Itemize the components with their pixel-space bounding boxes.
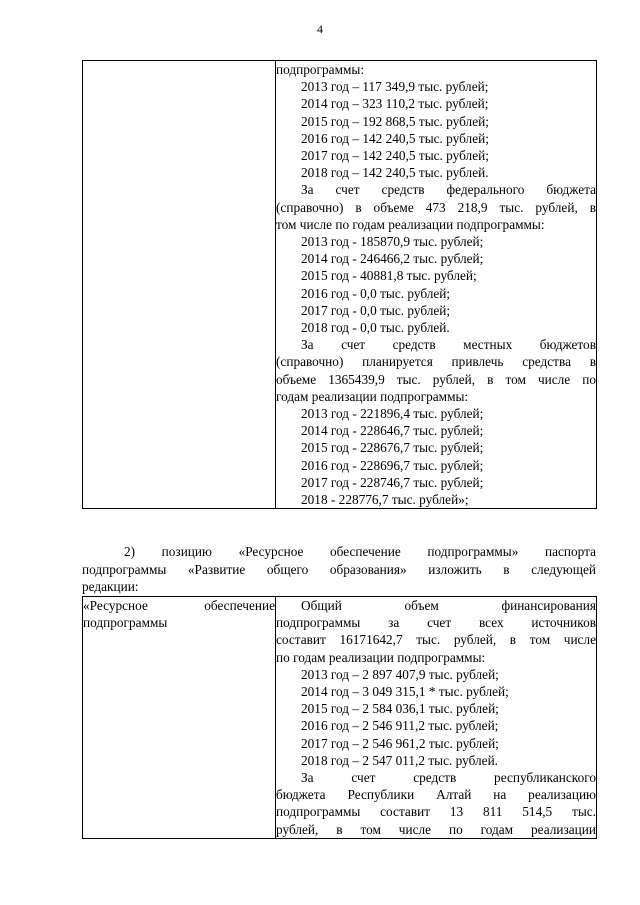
amendment-paragraph [82, 543, 596, 596]
text-line: составит 16171642,7 тыс. рублей, в том числе [276, 632, 596, 648]
text-line: 2014 год - 228646,7 тыс. рублей; [301, 423, 484, 439]
text-line: объеме 1365439,9 тыс. рублей, в том числе по [276, 371, 596, 387]
text-line: 2013 год – 2 897 407,9 тыс. рублей; [301, 666, 499, 682]
text-line: 2015 год – 2 584 036,1 тыс. рублей; [301, 701, 499, 717]
text-line: 2017 год – 142 240,5 тыс. рублей; [301, 148, 489, 164]
table1-right-cell [276, 61, 597, 509]
text-line: 2018 - 228776,7 тыс. рублей»; [301, 492, 469, 508]
text-line: по годам реализации подпрограммы: [276, 649, 486, 665]
text-line: 2014 год – 323 110,2 тыс. рублей; [301, 96, 489, 112]
text-line: подпрограммы составит 13 811 514,5 тыс. [276, 804, 596, 820]
text-line: 2015 год - 228676,7 тыс. рублей; [301, 440, 484, 456]
text-line: 2016 год – 2 546 911,2 тыс. рублей; [301, 718, 499, 734]
text-line: (справочно) в объеме 473 218,9 тыс. рублей, в [276, 199, 596, 215]
text-line: 2013 год - 185870,9 тыс. рублей; [301, 234, 484, 250]
text-line: (справочно) планируется привлечь средства в [276, 354, 596, 370]
page-number: 4 [317, 22, 323, 36]
resource-table-new [82, 596, 597, 839]
text-line: 2016 год - 0,0 тыс. рублей; [301, 285, 451, 301]
text-line: 2016 год - 228696,7 тыс. рублей; [301, 457, 484, 473]
text-line: 2015 год - 40881,8 тыс. рублей; [301, 268, 477, 284]
text-line: 2016 год – 142 240,5 тыс. рублей; [301, 130, 489, 146]
text-line: 2017 год – 2 546 961,2 тыс. рублей; [301, 735, 499, 751]
text-line: Общий объем финансирования [301, 598, 596, 613]
text-line: рублей, в том числе по годам реализации [276, 821, 596, 837]
text-line: 2018 год - 0,0 тыс. рублей. [301, 320, 450, 336]
text-line: 2014 год – 3 049 315,1 * тыс. рублей; [301, 684, 509, 700]
text-line: 2018 год – 2 547 011,2 тыс. рублей. [301, 752, 499, 768]
text-line: том числе по годам реализации подпрограммы: [276, 216, 545, 232]
table2-right-cell [276, 597, 597, 839]
text-line: 2017 год - 228746,7 тыс. рублей; [301, 474, 484, 490]
text-line: бюджета Республики Алтай на реализацию [276, 787, 596, 803]
text-line: подпрограммы за счет всех источников [276, 615, 596, 631]
table1-left-cell [83, 61, 276, 509]
text-line: За счет средств республиканского [301, 770, 596, 786]
row-heading: «Ресурсное обеспечение [83, 598, 275, 613]
resource-table-continued [82, 60, 597, 509]
row-heading: подпрограммы [83, 615, 168, 631]
text-line: 2017 год - 0,0 тыс. рублей; [301, 302, 451, 318]
text-line: За счет средств местных бюджетов [301, 337, 596, 353]
paragraph-line: подпрограммы «Развитие общего образования» изложить в следующей [82, 561, 596, 577]
text-line: 2014 год - 246466,2 тыс. рублей; [301, 251, 484, 267]
paragraph-line: 2) позицию «Ресурсное обеспечение подпрограммы» паспорта [124, 544, 596, 559]
text-line: годам реализации подпрограммы: [276, 388, 469, 404]
text-line: 2018 год – 142 240,5 тыс. рублей. [301, 165, 489, 181]
text-line: За счет средств федерального бюджета [301, 182, 596, 198]
text-line: 2013 год – 117 349,9 тыс. рублей; [301, 79, 489, 95]
paragraph-line: редакции: [82, 579, 139, 594]
table2-left-cell [83, 597, 276, 839]
text-line: 2013 год - 221896,4 тыс. рублей; [301, 406, 484, 422]
text-line: 2015 год – 192 868,5 тыс. рублей; [301, 113, 489, 129]
text-line: подпрограммы: [276, 62, 365, 77]
